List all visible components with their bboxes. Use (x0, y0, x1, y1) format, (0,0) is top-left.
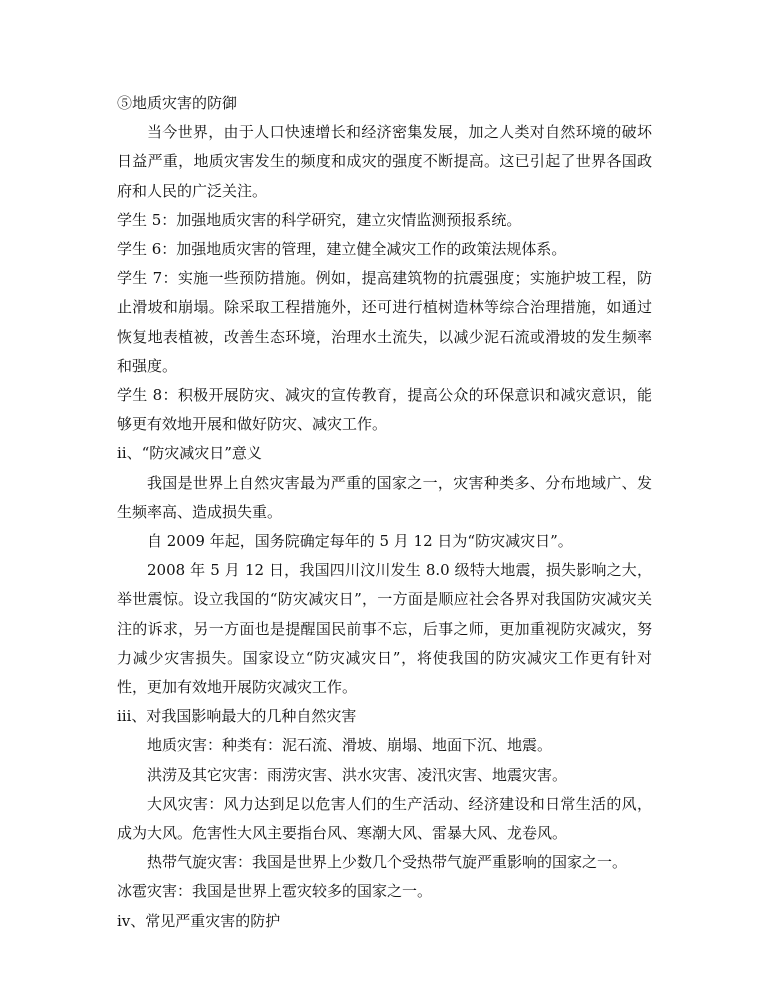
paragraph-wind: 大风灾害：风力达到足以危害人们的生产活动、经济建设和日常生活的风，成为大风。危害性大风主要指台风、寒潮大风、雷暴大风、龙卷风。 (117, 794, 652, 843)
section-heading-geological-defense: ⑤地质灾害的防御 (117, 94, 238, 112)
section-heading-protection: ⅳ、常见严重灾害的防护 (117, 911, 281, 930)
paragraph-cyclone: 热带气旋灾害：我国是世界上少数几个受热带气旋严重影响的国家之一。 (147, 853, 628, 872)
paragraph-student-7: 学生 7：实施一些预防措施。例如，提高建筑物的抗震强度；实施护坡工程，防止滑坡和崩塌。除采取工程措施外，还可进行植树造林等综合治理措施，如通过恢复地表植被，改善生态环境，治理水土流失，以减少泥石流或滑坡的发生频率和强度。 (117, 269, 652, 375)
paragraph-china-disasters: 我国是世界上自然灾害最为严重的国家之一，灾害种类多、分布地域广、发生频率高、造成损失重。 (117, 473, 652, 521)
section-heading-disaster-day: ⅱ、“防灾减灾日”意义 (117, 444, 262, 463)
paragraph-since-2009: 自 2009 年起，国务院确定每年的 5 月 12 日为“防灾减灾日”。 (147, 532, 573, 551)
section-heading-major-disasters: ⅲ、对我国影响最大的几种自然灾害 (117, 707, 357, 726)
paragraph-hail: 冰雹灾害：我国是世界上雹灾较多的国家之一。 (117, 882, 433, 901)
paragraph-student-8: 学生 8：积极开展防灾、减灾的宣传教育，提高公众的环保意识和减灾意识，能够更有效地开展和做好防灾、减灾工作。 (117, 386, 652, 434)
paragraph-student-5: 学生 5：加强地质灾害的科学研究，建立灾情监测预报系统。 (117, 210, 522, 229)
paragraph-wenchuan: 2008 年 5 月 12 日，我国四川汶川发生 8.0 级特大地震，损失影响之大，举世震惊。设立我国的“防灾减灾日”，一方面是顺应社会各界对我国防灾减灾关注的诉求，另一方面也是提醒国民前事不忘，后事之师，更加重视防灾减灾，努力减少灾害损失。国家设立“防灾减灾日”，将使我国的防灾减灾工作更有针对性，更加有效地开展防灾减灾工作。 (117, 561, 652, 697)
paragraph-student-6: 学生 6：加强地质灾害的管理，建立健全减灾工作的政策法规体系。 (117, 240, 567, 259)
paragraph-flood: 洪涝及其它灾害：雨涝灾害、洪水灾害、凌汛灾害、地震灾害。 (147, 765, 568, 784)
paragraph-intro: 当今世界，由于人口快速增长和经济密集发展，加之人类对自然环境的破坏日益严重，地质灾害发生的频度和成灾的强度不断提高。这已引起了世界各国政府和人民的广泛关注。 (117, 123, 652, 200)
paragraph-geological: 地质灾害：种类有：泥石流、滑坡、崩塌、地面下沉、地震。 (147, 736, 553, 755)
